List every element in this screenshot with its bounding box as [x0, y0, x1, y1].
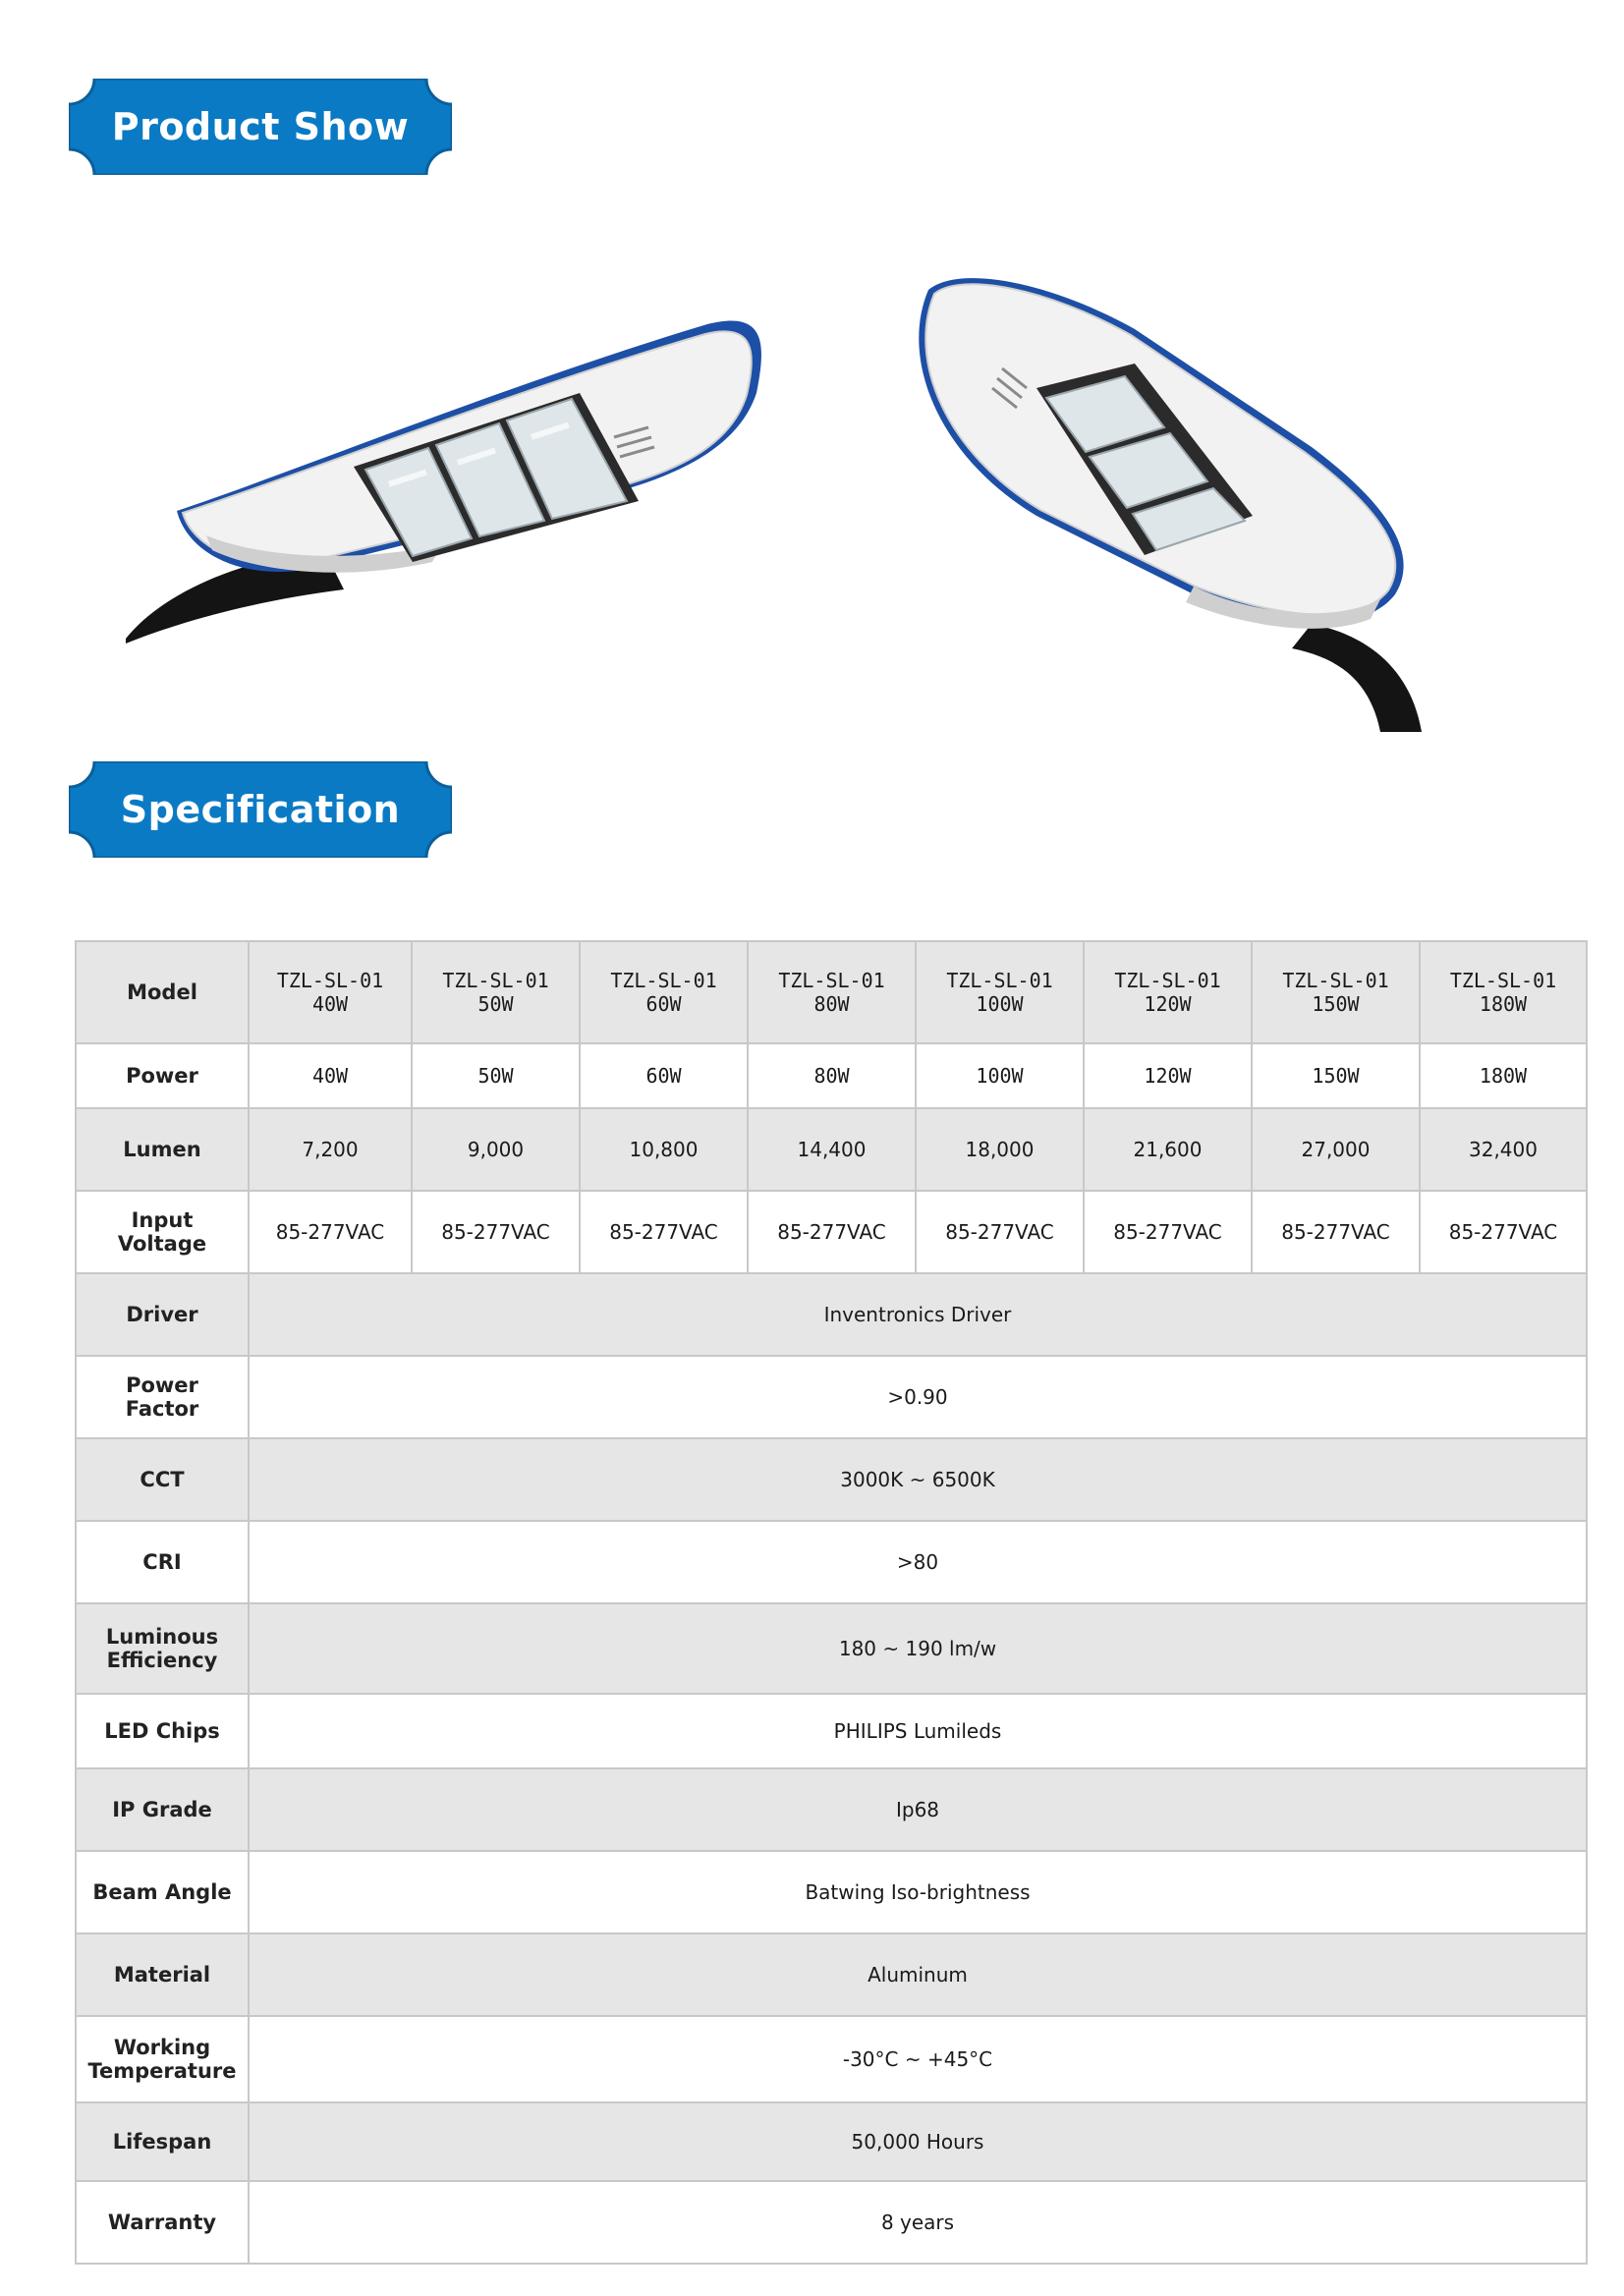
table-cell: 60W: [580, 1043, 748, 1108]
section-banner-product-show: [69, 79, 452, 175]
table-cell: 7,200: [249, 1108, 412, 1191]
row-label: CRI: [76, 1521, 249, 1603]
table-cell: Ip68: [249, 1768, 1587, 1851]
table-row-lumen: [76, 1108, 1587, 1191]
specification-table: [75, 940, 1588, 2265]
table-row-warranty: [76, 2181, 1587, 2264]
table-cell: 32,400: [1420, 1108, 1587, 1191]
table-cell: PHILIPS Lumileds: [249, 1694, 1587, 1768]
table-row-material: [76, 1933, 1587, 2016]
row-label: Lifespan: [76, 2102, 249, 2181]
table-cell: Inventronics Driver: [249, 1273, 1587, 1356]
section-title: Specification: [120, 788, 401, 831]
model-cell: TZL-SL-01 180W: [1420, 941, 1587, 1043]
row-label: Input Voltage: [76, 1191, 249, 1273]
table-cell: 8 years: [249, 2181, 1587, 2264]
row-label: Power Factor: [76, 1356, 249, 1438]
row-label: Working Temperature: [76, 2016, 249, 2102]
table-cell: Batwing Iso-brightness: [249, 1851, 1587, 1933]
row-label: Power: [76, 1043, 249, 1108]
row-label: Warranty: [76, 2181, 249, 2264]
street-light-photo-left: [118, 305, 776, 652]
table-cell: -30°C ~ +45°C: [249, 2016, 1587, 2102]
table-cell: 85-277VAC: [249, 1191, 412, 1273]
table-cell: 85-277VAC: [412, 1191, 580, 1273]
table-cell: 40W: [249, 1043, 412, 1108]
table-cell: 27,000: [1252, 1108, 1420, 1191]
table-row-power-factor: [76, 1356, 1587, 1438]
row-label: CCT: [76, 1438, 249, 1521]
table-row-driver: [76, 1273, 1587, 1356]
table-cell: 180W: [1420, 1043, 1587, 1108]
table-cell: 180 ~ 190 lm/w: [249, 1603, 1587, 1694]
table-row-ip-grade: [76, 1768, 1587, 1851]
row-label: Material: [76, 1933, 249, 2016]
model-cell: TZL-SL-01 40W: [249, 941, 412, 1043]
table-row-led-chips: [76, 1694, 1587, 1768]
table-cell: 120W: [1084, 1043, 1252, 1108]
table-row-beam-angle: [76, 1851, 1587, 1933]
table-cell: 3000K ~ 6500K: [249, 1438, 1587, 1521]
model-cell: TZL-SL-01 50W: [412, 941, 580, 1043]
table-cell: 18,000: [916, 1108, 1084, 1191]
row-label: Driver: [76, 1273, 249, 1356]
model-cell: TZL-SL-01 120W: [1084, 941, 1252, 1043]
table-cell: >80: [249, 1521, 1587, 1603]
table-cell: 150W: [1252, 1043, 1420, 1108]
table-cell: 10,800: [580, 1108, 748, 1191]
street-light-photo-right: [899, 270, 1429, 736]
table-cell: 85-277VAC: [748, 1191, 916, 1273]
table-cell: 85-277VAC: [1084, 1191, 1252, 1273]
table-cell: 85-277VAC: [916, 1191, 1084, 1273]
table-row-cri: [76, 1521, 1587, 1603]
model-cell: TZL-SL-01 150W: [1252, 941, 1420, 1043]
section-banner-specification: [69, 761, 452, 858]
table-cell: 9,000: [412, 1108, 580, 1191]
table-row-input-voltage: [76, 1191, 1587, 1273]
table-cell: 14,400: [748, 1108, 916, 1191]
table-cell: 85-277VAC: [1252, 1191, 1420, 1273]
table-row-cct: [76, 1438, 1587, 1521]
table-cell: >0.90: [249, 1356, 1587, 1438]
model-cell: TZL-SL-01 100W: [916, 941, 1084, 1043]
table-row-model: [76, 941, 1587, 1043]
table-cell: 85-277VAC: [1420, 1191, 1587, 1273]
table-cell: 80W: [748, 1043, 916, 1108]
row-label: Beam Angle: [76, 1851, 249, 1933]
section-title: Product Show: [111, 105, 410, 148]
table-row-luminous-efficiency: [76, 1603, 1587, 1694]
row-label: IP Grade: [76, 1768, 249, 1851]
table-row-power: [76, 1043, 1587, 1108]
row-label: LED Chips: [76, 1694, 249, 1768]
table-cell: 85-277VAC: [580, 1191, 748, 1273]
row-label: Lumen: [76, 1108, 249, 1191]
model-cell: TZL-SL-01 80W: [748, 941, 916, 1043]
table-cell: 100W: [916, 1043, 1084, 1108]
row-label: Luminous Efficiency: [76, 1603, 249, 1694]
table-cell: 50W: [412, 1043, 580, 1108]
row-label: Model: [76, 941, 249, 1043]
table-row-working-temperature: [76, 2016, 1587, 2102]
table-cell: Aluminum: [249, 1933, 1587, 2016]
table-cell: 50,000 Hours: [249, 2102, 1587, 2181]
table-row-lifespan: [76, 2102, 1587, 2181]
model-cell: TZL-SL-01 60W: [580, 941, 748, 1043]
table-cell: 21,600: [1084, 1108, 1252, 1191]
